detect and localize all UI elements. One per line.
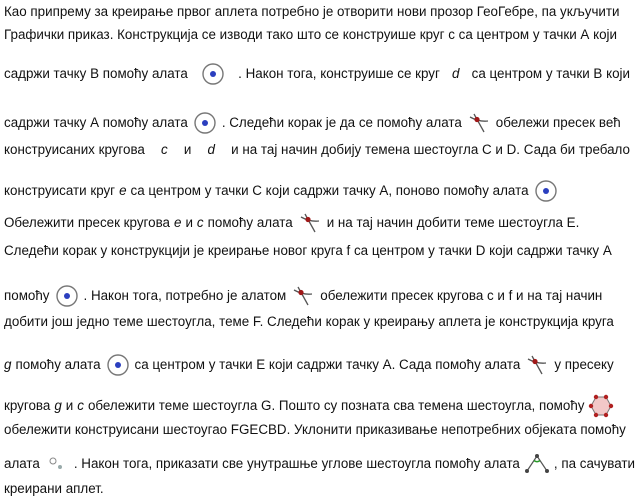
circle-tool-icon — [105, 352, 131, 378]
intersect-tool-icon — [290, 283, 316, 309]
text-line-11: g помоћу алата са центром у тачки Е који садржи тачку А. Сада помоћу алата у пресеку — [4, 355, 630, 375]
intersect-tool-icon — [524, 352, 550, 378]
text-line-2: Графички приказ. Конструкција се изводи тако што се конструише круг c са центром у тачки А који — [4, 27, 617, 42]
polygon-tool-icon — [588, 393, 614, 419]
text-line-10: добити још једно теме шестоугла, теме F. Следећи корак у креирању аплета је конструкција круга — [4, 314, 614, 329]
text-line-7: Обележити пресек кругова e и c помоћу алата и на тај начин добити теме шестоугла Е. — [4, 213, 630, 233]
text-line-13: обележити конструисани шестоугао FGECBD. Уклонити приказивање непотребних објеката помоћу — [4, 422, 626, 437]
circle-tool-icon — [200, 61, 226, 87]
text-line-12: кругова g и c обележити теме шестоугла G. Пошто су позната сва темена шестоугла, помоћу — [4, 396, 630, 416]
text-line-9: помоћу . Након тога, потребно је алатом обележити пресек кругова c и f и на тај начин — [4, 286, 630, 306]
circle-tool-icon — [192, 110, 218, 136]
text-line-3: садржи тачку В помоћу алата . Након тога, конструише се круг d са центром у тачки В који — [4, 64, 630, 84]
intersect-tool-icon — [466, 110, 492, 136]
text-line-8: Следећи корак у конструкцији је креирање новог круга f са центром у тачки D који садржи тачку А — [4, 243, 612, 258]
text-line-4: садржи тачку А помоћу алата . Следећи корак је да се помоћу алата обележи пресек већ — [4, 113, 630, 133]
angle-tool-icon — [524, 451, 550, 477]
text-line-1: Као припрему за креирање првог аплета потребно је отворити нови прозор ГеоГебре, па укључити — [4, 4, 620, 19]
text-line-5: конструисаних кругова c и d и на тај начин добију темена шестоугла С и D. Сада би требало — [4, 142, 630, 157]
circle-tool-icon — [533, 178, 559, 204]
intersect-tool-icon — [297, 210, 323, 236]
text-line-6: конструисати круг e са центром у тачки С који садржи тачку А, поново помоћу алата — [4, 181, 630, 201]
text-line-14: алата . Након тога, приказати све унутрашње углове шестоугла помоћу алата , па сачувати — [4, 454, 630, 474]
show-hide-object-icon — [44, 451, 70, 477]
text-line-15: креирани аплет. — [4, 481, 104, 496]
circle-tool-icon — [54, 283, 80, 309]
